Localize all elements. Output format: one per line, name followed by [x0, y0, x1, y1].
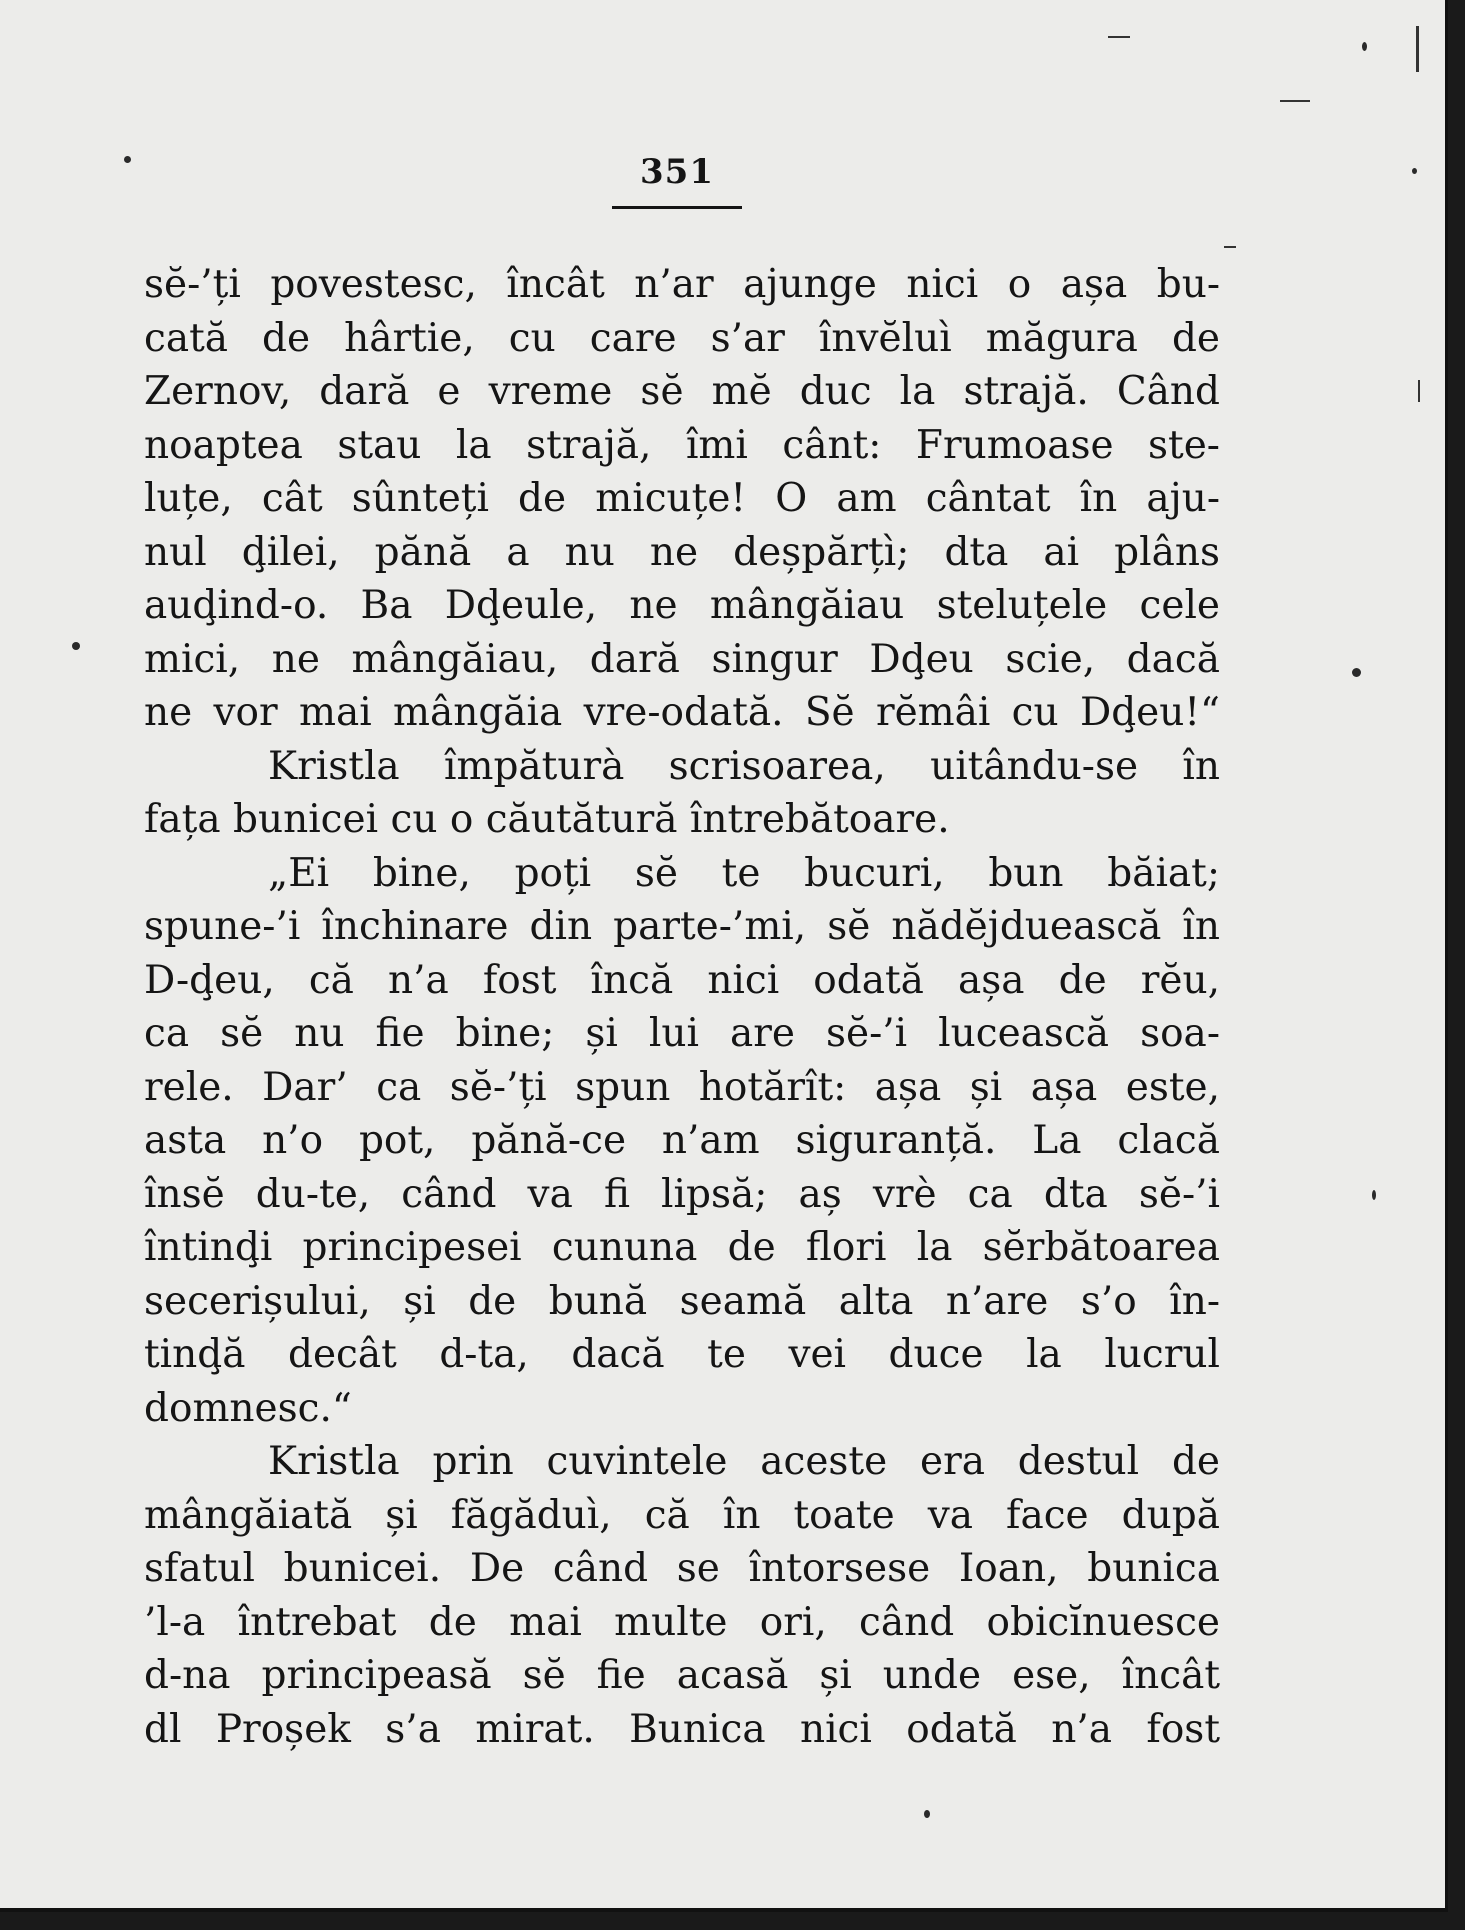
- scan-scratch: [1108, 36, 1130, 38]
- text-line-20: secerișului, și de bună seamă alta n’are s’o în-: [144, 1278, 1220, 1324]
- text-line-16: rele. Dar’ ca sĕ-’ți spun hotărît: așa și așa este,: [144, 1064, 1220, 1110]
- text-line-5: luțe, cât sûnteți de micuțe! O am cântat în aju-: [144, 476, 1220, 521]
- text-line-8: mici, ne mângăiau, dară singur Dḑeu scie, dacă: [144, 636, 1220, 682]
- scan-scratch: [1280, 100, 1310, 102]
- text-line-28: dl Proșek s’a mirat. Bunica nici odată n’a fost: [144, 1706, 1220, 1752]
- scan-speck: [924, 1810, 930, 1818]
- scan-scratch: [1224, 246, 1236, 248]
- text-line-9: ne vor mai mângăia vre-odată. Sĕ rĕmâi cu Dḑeu!“: [144, 690, 1220, 735]
- scan-speck: [1372, 1190, 1376, 1200]
- scan-speck: [1362, 42, 1367, 51]
- text-line-26: ’l-a întrebat de mai multe ori, când obicĭnuesce: [144, 1599, 1220, 1645]
- text-line-23: Kristla prin cuvintele aceste era destul de: [268, 1439, 1220, 1484]
- scan-speck: [72, 642, 80, 650]
- text-line-25: sfatul bunicei. De când se întorsese Ioan, bunica: [144, 1546, 1220, 1591]
- text-line-1: sĕ-’ți povestesc, încât n’ar ajunge nici o așa bu-: [144, 262, 1220, 307]
- scan-speck: [124, 156, 131, 163]
- text-line-14: D-ḑeu, că n’a fost încă nici odată așa de rĕu,: [144, 957, 1220, 1003]
- text-line-11: fața bunicei cu o căutătură întrebătoare.: [144, 797, 950, 842]
- text-line-12: „Ei bine, poți sĕ te bucuri, bun băiat;: [268, 850, 1220, 896]
- text-line-21: tinḑă decât d-ta, dacă te vei duce la lucrul: [144, 1332, 1220, 1377]
- text-line-15: ca sĕ nu fie bine; și lui are sĕ-’i lucească soa-: [144, 1011, 1220, 1056]
- text-line-13: spune-’i închinare din parte-’mi, sĕ nădĕjduească în: [144, 904, 1220, 949]
- text-line-24: mângăiată și făgăduì, că în toate va face după: [144, 1492, 1220, 1538]
- text-line-7: auḑind-o. Ba Dḑeule, ne mângăiau steluțele cele: [144, 583, 1220, 628]
- scan-speck: [1352, 668, 1361, 677]
- text-line-3: Zernov, dară e vreme sĕ mĕ duc la strajă. Când: [144, 369, 1220, 414]
- text-line-18: însĕ du-te, când va fi lipsă; aș vrè ca dta sĕ-’i: [144, 1171, 1220, 1217]
- scan-scratch: [1416, 26, 1419, 72]
- text-line-2: cată de hârtie, cu care s’ar învĕluì măgura de: [144, 315, 1220, 361]
- page-number-rule: [612, 206, 742, 209]
- text-line-4: noaptea stau la strajă, îmi cânt: Frumoase ste-: [144, 422, 1220, 468]
- page-number: 351: [640, 152, 714, 192]
- text-line-6: nul ḑilei, pănă a nu ne deșpărțì; dta ai plâns: [144, 529, 1220, 575]
- text-line-19: întinḑi principesei cununa de flori la sĕrbătoarea: [144, 1225, 1220, 1270]
- body-text: [144, 258, 1220, 1756]
- text-line-17: asta n’o pot, pănă-ce n’am siguranță. La clacă: [144, 1118, 1220, 1163]
- text-line-22: domnesc.“: [144, 1385, 352, 1431]
- text-line-27: d-na principeasă sĕ fie acasă și unde ese, încât: [144, 1653, 1220, 1698]
- text-line-10: Kristla împăturà scrisoarea, uitându-se în: [268, 743, 1220, 789]
- scan-speck: [1412, 168, 1417, 174]
- scan-scratch: [1418, 380, 1420, 402]
